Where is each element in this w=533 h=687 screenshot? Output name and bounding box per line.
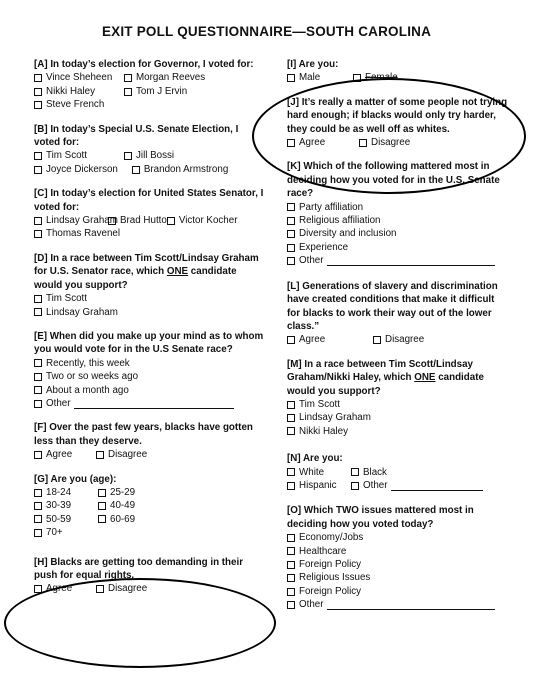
checkbox-icon — [34, 88, 42, 96]
option-label: Tim Scott — [299, 398, 341, 410]
question-label: [J] It’s really a matter of some people not trying hard enough; if blacks would only try harder, they could be as well off as whites. — [287, 96, 508, 135]
option-label: Religious affiliation — [299, 215, 381, 227]
option-label: 30-39 — [46, 500, 72, 512]
checkbox-icon — [287, 244, 295, 252]
option-checkbox[interactable] — [287, 201, 509, 214]
checkbox-icon — [34, 308, 42, 316]
option-label: Tom J Ervin — [136, 85, 188, 97]
option-label: Tim Scott — [46, 150, 88, 162]
checkbox-icon — [124, 88, 132, 96]
checkbox-icon — [287, 257, 295, 265]
option-checkbox[interactable] — [34, 163, 266, 176]
option-label: White — [299, 466, 325, 478]
option-label: Healthcare — [299, 545, 347, 557]
option-checkbox[interactable] — [34, 384, 266, 397]
checkbox-icon — [34, 585, 42, 593]
option-label: About a month ago — [46, 384, 129, 396]
checkbox-icon — [98, 502, 106, 510]
left-column — [34, 58, 266, 596]
question-label: [E] When did you make up your mind as to whom you would vote for in the U.S Senate race? — [34, 330, 264, 356]
option-checkbox[interactable] — [351, 479, 483, 492]
option-label: Tim Scott — [46, 293, 88, 305]
option-label: Other — [299, 255, 324, 267]
option-checkbox[interactable] — [287, 136, 359, 149]
option-label: Victor Kocher — [178, 215, 238, 227]
option-checkbox[interactable] — [34, 292, 266, 305]
option-checkbox[interactable] — [124, 149, 174, 162]
option-label: Steve French — [46, 99, 105, 111]
question-label — [287, 358, 509, 398]
question-label-end: candidate would you support? — [34, 266, 237, 291]
checkbox-icon — [287, 414, 295, 422]
question-label-start: [D] In a race between Tim Scott/Lindsay Graham for U.S. Senator race, which — [34, 252, 259, 278]
checkbox-icon — [34, 217, 42, 225]
checkbox-icon — [34, 230, 42, 238]
checkbox-icon — [287, 401, 295, 409]
question-label: [G] Are you (age): — [34, 473, 117, 485]
option-checkbox[interactable] — [34, 306, 266, 319]
option-checkbox[interactable] — [353, 71, 398, 84]
option-label: Recently, this week — [46, 357, 130, 369]
checkbox-icon — [34, 74, 42, 82]
option-checkbox[interactable] — [34, 214, 118, 227]
option-label: 60-69 — [110, 513, 136, 525]
option-checkbox[interactable] — [287, 398, 509, 411]
checkbox-icon — [34, 386, 42, 394]
option-checkbox[interactable] — [124, 85, 187, 98]
checkbox-icon — [287, 230, 295, 238]
option-label: Joyce Dickerson — [46, 163, 118, 175]
option-label: Other — [299, 599, 324, 611]
option-checkbox[interactable] — [287, 241, 509, 254]
checkbox-icon — [34, 451, 42, 459]
question-label: [O] Which TWO issues mattered most in deciding how you voted today? — [287, 505, 474, 530]
option-label: Economy/Jobs — [299, 532, 364, 544]
option-checkbox[interactable] — [98, 513, 218, 526]
option-checkbox[interactable] — [287, 585, 509, 598]
option-checkbox[interactable] — [124, 71, 205, 84]
checkbox-icon — [34, 295, 42, 303]
option-label: Nikki Haley — [299, 425, 348, 437]
question-label: [N] Are you: — [287, 453, 343, 465]
checkbox-icon — [353, 74, 361, 82]
option-label: Disagree — [371, 137, 411, 149]
option-label: Party affiliation — [299, 201, 364, 213]
checkbox-icon — [34, 515, 42, 523]
question-o — [287, 504, 509, 611]
write-in-line[interactable] — [391, 481, 483, 491]
checkbox-icon — [287, 482, 295, 490]
checkbox-icon — [96, 585, 104, 593]
option-label: Male — [299, 72, 321, 84]
question-label: [C] In today’s election for United States Senator, I voted for: — [34, 188, 264, 213]
checkbox-icon — [132, 166, 140, 174]
option-label: 25-29 — [110, 486, 136, 498]
option-label: Disagree — [385, 334, 425, 346]
emphasis-word: ONE — [166, 266, 189, 278]
option-label: Black — [363, 466, 387, 478]
checkbox-icon — [359, 139, 367, 147]
option-label: Lindsay Graham — [46, 306, 118, 318]
option-checkbox[interactable] — [34, 397, 266, 410]
checkbox-icon — [351, 482, 359, 490]
option-checkbox[interactable] — [287, 411, 509, 424]
checkbox-icon — [287, 217, 295, 225]
option-checkbox[interactable] — [287, 227, 509, 240]
option-label: Disagree — [108, 449, 148, 461]
option-checkbox[interactable] — [34, 448, 96, 461]
checkbox-icon — [34, 359, 42, 367]
option-checkbox[interactable] — [287, 71, 353, 84]
checkbox-icon — [287, 336, 295, 344]
option-checkbox[interactable] — [287, 545, 509, 558]
question-label-start: [M] In a race between Tim Scott/Lindsay Graham/Nikki Haley, which — [287, 358, 474, 384]
checkbox-icon — [287, 574, 295, 582]
write-in-line[interactable] — [327, 600, 495, 610]
option-checkbox[interactable] — [287, 466, 351, 479]
option-label: 18-24 — [46, 486, 72, 498]
option-checkbox[interactable] — [287, 558, 509, 571]
option-label: Foreign Policy — [299, 559, 362, 570]
question-label: [B] In today’s Special U.S. Senate Election, I voted for: — [34, 123, 239, 149]
question-d — [34, 252, 266, 319]
option-checkbox[interactable] — [287, 479, 351, 492]
checkbox-icon — [287, 561, 295, 569]
question-label: [K] Which of the following mattered most in deciding how you voted for in the U.S. Senate race? — [287, 161, 500, 200]
checkbox-icon — [34, 166, 42, 174]
question-a — [34, 58, 266, 112]
option-label: Agree — [299, 334, 326, 346]
checkbox-icon — [34, 152, 42, 160]
checkbox-icon — [34, 529, 42, 537]
checkbox-icon — [98, 515, 106, 523]
question-label: [A] In today’s election for Governor, I voted for: — [34, 59, 254, 70]
checkbox-icon — [373, 336, 381, 344]
option-checkbox[interactable] — [98, 499, 218, 512]
option-label: Lindsay Graham — [46, 215, 118, 227]
option-checkbox[interactable] — [34, 98, 266, 111]
option-checkbox[interactable] — [287, 425, 509, 438]
option-label: Lindsay Graham — [299, 412, 371, 424]
question-label: [L] Generations of slavery and discrimination have created conditions that make it difficult for blacks to work their way out of the lower class.” — [287, 280, 498, 332]
question-e — [34, 330, 266, 410]
option-label: Jill Bossi — [136, 150, 175, 162]
option-label: Other — [363, 479, 388, 491]
checkbox-icon — [34, 373, 42, 381]
option-label: 40-49 — [110, 500, 136, 512]
option-label: 50-59 — [46, 513, 72, 525]
option-checkbox[interactable] — [287, 333, 373, 346]
question-label-end: candidate would you support? — [287, 372, 484, 397]
option-checkbox[interactable] — [34, 71, 124, 84]
option-checkbox[interactable] — [287, 571, 509, 584]
option-checkbox[interactable] — [34, 370, 266, 383]
checkbox-icon — [287, 468, 295, 476]
option-label: Brandon Armstrong — [143, 163, 229, 175]
emphasis-word: ONE — [414, 372, 436, 384]
checkbox-icon — [287, 139, 295, 147]
option-checkbox[interactable] — [34, 227, 120, 240]
option-checkbox[interactable] — [34, 526, 266, 539]
option-checkbox[interactable] — [108, 214, 167, 227]
option-label: Agree — [299, 137, 326, 149]
page-title: EXIT POLL QUESTIONNAIRE—SOUTH CAROLINA — [101, 24, 432, 39]
question-label: [H] Blacks are getting too demanding in their push for equal rights. — [34, 556, 244, 581]
question-label — [34, 252, 266, 292]
checkbox-icon — [287, 203, 295, 211]
option-label: 70+ — [46, 527, 63, 539]
option-label: Morgan Reeves — [136, 72, 206, 84]
checkbox-icon — [287, 427, 295, 435]
option-label: Brad Hutto — [120, 215, 167, 227]
option-label: Diversity and inclusion — [299, 228, 397, 240]
checkbox-icon — [287, 534, 295, 542]
checkbox-icon — [34, 489, 42, 497]
option-checkbox[interactable] — [167, 214, 241, 227]
option-checkbox[interactable] — [34, 499, 98, 512]
checkbox-icon — [287, 588, 295, 596]
option-checkbox[interactable] — [287, 254, 509, 267]
option-checkbox[interactable] — [96, 582, 147, 595]
option-label: Hispanic — [299, 479, 337, 491]
question-m — [287, 358, 509, 438]
option-checkbox[interactable] — [373, 333, 424, 346]
option-label: Agree — [46, 583, 73, 595]
checkbox-icon — [167, 217, 175, 225]
option-label: Agree — [46, 449, 73, 461]
option-label: Female — [365, 72, 398, 84]
checkbox-icon — [351, 468, 359, 476]
right-column — [287, 58, 509, 612]
option-checkbox[interactable] — [34, 486, 98, 499]
question-k — [287, 160, 509, 267]
checkbox-icon — [96, 451, 104, 459]
option-checkbox[interactable] — [287, 598, 509, 611]
checkbox-icon — [287, 601, 295, 609]
option-checkbox[interactable] — [287, 531, 509, 544]
option-label: Nikki Haley — [46, 85, 95, 97]
option-checkbox[interactable] — [34, 513, 98, 526]
option-checkbox[interactable] — [34, 357, 266, 370]
write-in-line[interactable] — [327, 256, 495, 266]
option-checkbox[interactable] — [34, 149, 124, 162]
option-checkbox[interactable] — [351, 466, 501, 479]
option-checkbox[interactable] — [34, 85, 124, 98]
checkbox-icon — [287, 547, 295, 555]
checkbox-icon — [34, 101, 42, 109]
option-checkbox[interactable] — [287, 214, 509, 227]
option-label: Other — [46, 397, 71, 409]
checkbox-icon — [34, 502, 42, 510]
option-label: Disagree — [108, 583, 148, 595]
option-label: Foreign Policy — [299, 585, 362, 597]
question-label: [F] Over the past few years, blacks have gotten less than they deserve. — [34, 422, 253, 447]
question-i — [287, 58, 509, 85]
option-label: Religious Issues — [299, 572, 371, 584]
checkbox-icon — [287, 74, 295, 82]
question-l — [287, 280, 509, 347]
question-j — [287, 96, 509, 150]
question-f — [34, 421, 266, 461]
checkbox-icon — [124, 74, 132, 82]
option-label: Thomas Ravenel — [46, 228, 121, 240]
question-label: [I] Are you: — [287, 59, 339, 70]
question-g — [34, 473, 266, 540]
question-n — [287, 452, 509, 492]
checkbox-icon — [98, 489, 106, 497]
option-checkbox[interactable] — [359, 136, 410, 149]
option-label: Two or so weeks ago — [46, 371, 139, 383]
write-in-line[interactable] — [74, 399, 234, 409]
question-h — [34, 556, 266, 596]
checkbox-icon — [124, 152, 132, 160]
checkbox-icon — [34, 400, 42, 408]
option-label: Vince Sheheen — [46, 72, 113, 84]
question-b — [34, 123, 266, 177]
checkbox-icon — [108, 217, 116, 225]
option-checkbox[interactable] — [98, 486, 218, 499]
option-label: Experience — [299, 241, 349, 253]
option-checkbox[interactable] — [96, 448, 147, 461]
question-c — [34, 187, 266, 241]
option-checkbox[interactable] — [34, 582, 96, 595]
